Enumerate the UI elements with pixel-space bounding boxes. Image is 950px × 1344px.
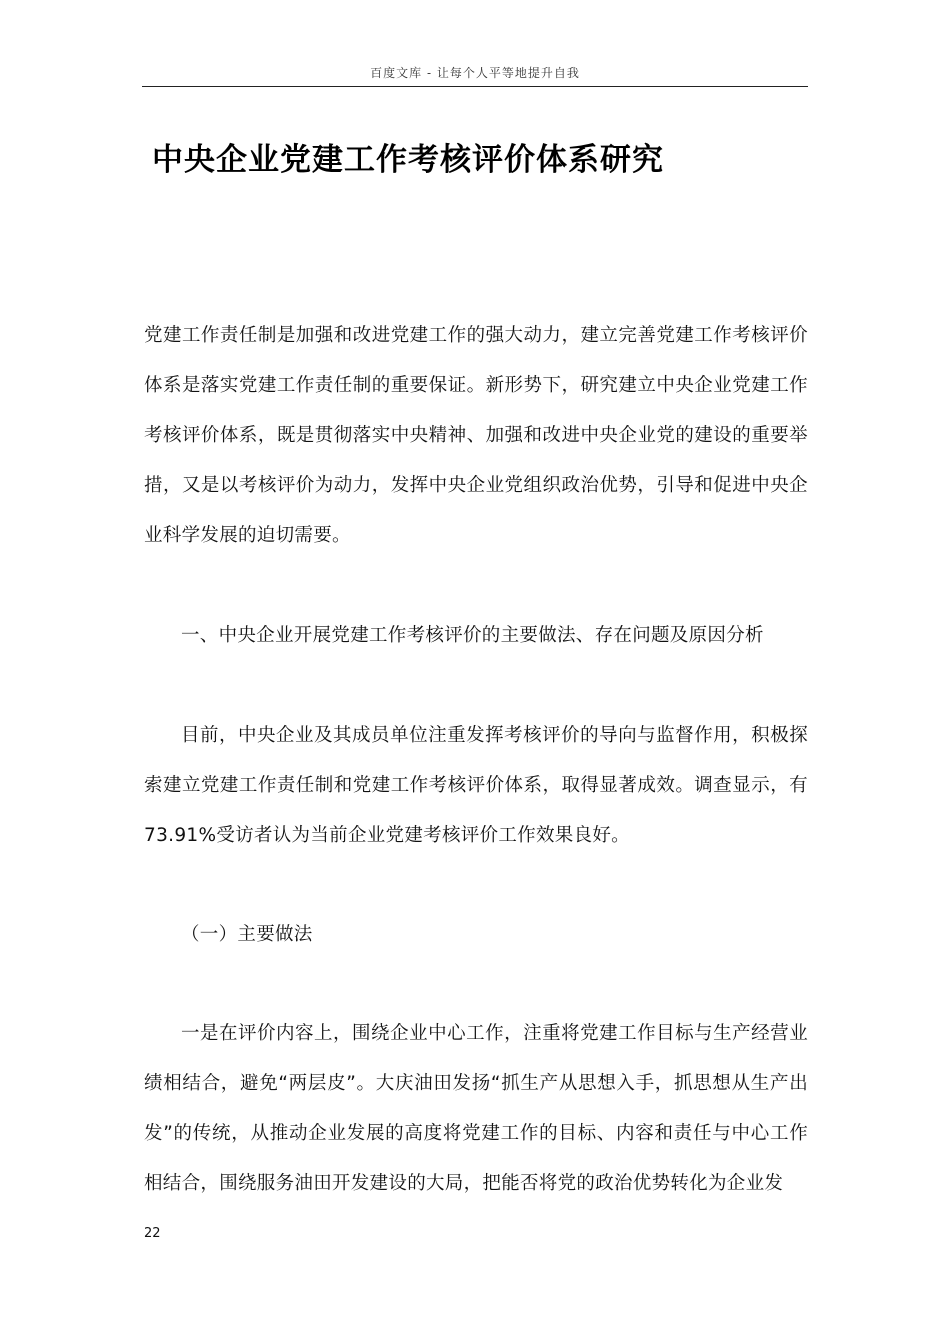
subsection-heading: （一）主要做法	[181, 924, 313, 945]
document-title: 中央企业党建工作考核评价体系研究	[152, 142, 664, 178]
section-heading: 一、中央企业开展党建工作考核评价的主要做法、存在问题及原因分析	[181, 625, 764, 646]
section-paragraph: 目前，中央企业及其成员单位注重发挥考核评价的导向与监督作用，积极探索建立党建工作责任制和党建工作考核评价体系，取得显著成效。调查显示，有73.91%受访者认为当前企业党建考核评价工作效果良好。	[144, 725, 808, 846]
page-header: 百度文库 - 让每个人平等地提升自我	[370, 66, 580, 80]
header-divider	[142, 86, 808, 87]
page-number: 22	[144, 1226, 161, 1241]
intro-paragraph: 党建工作责任制是加强和改进党建工作的强大动力，建立完善党建工作考核评价体系是落实党建工作责任制的重要保证。新形势下，研究建立中央企业党建工作考核评价体系，既是贯彻落实中央精神、加强和改进中央企业党的建设的重要举措，又是以考核评价为动力，发挥中央企业党组织政治优势，引导和促进中央企业科学发展的迫切需要。	[144, 325, 808, 546]
subsection-paragraph: 一是在评价内容上，围绕企业中心工作，注重将党建工作目标与生产经营业绩相结合，避免“两层皮”。大庆油田发扬“抓生产从思想入手，抓思想从生产出发”的传统，从推动企业发展的高度将党建工作的目标、内容和责任与中心工作相结合，围绕服务油田开发建设的大局，把能否将党的政治优势转化为企业发	[144, 1023, 808, 1194]
